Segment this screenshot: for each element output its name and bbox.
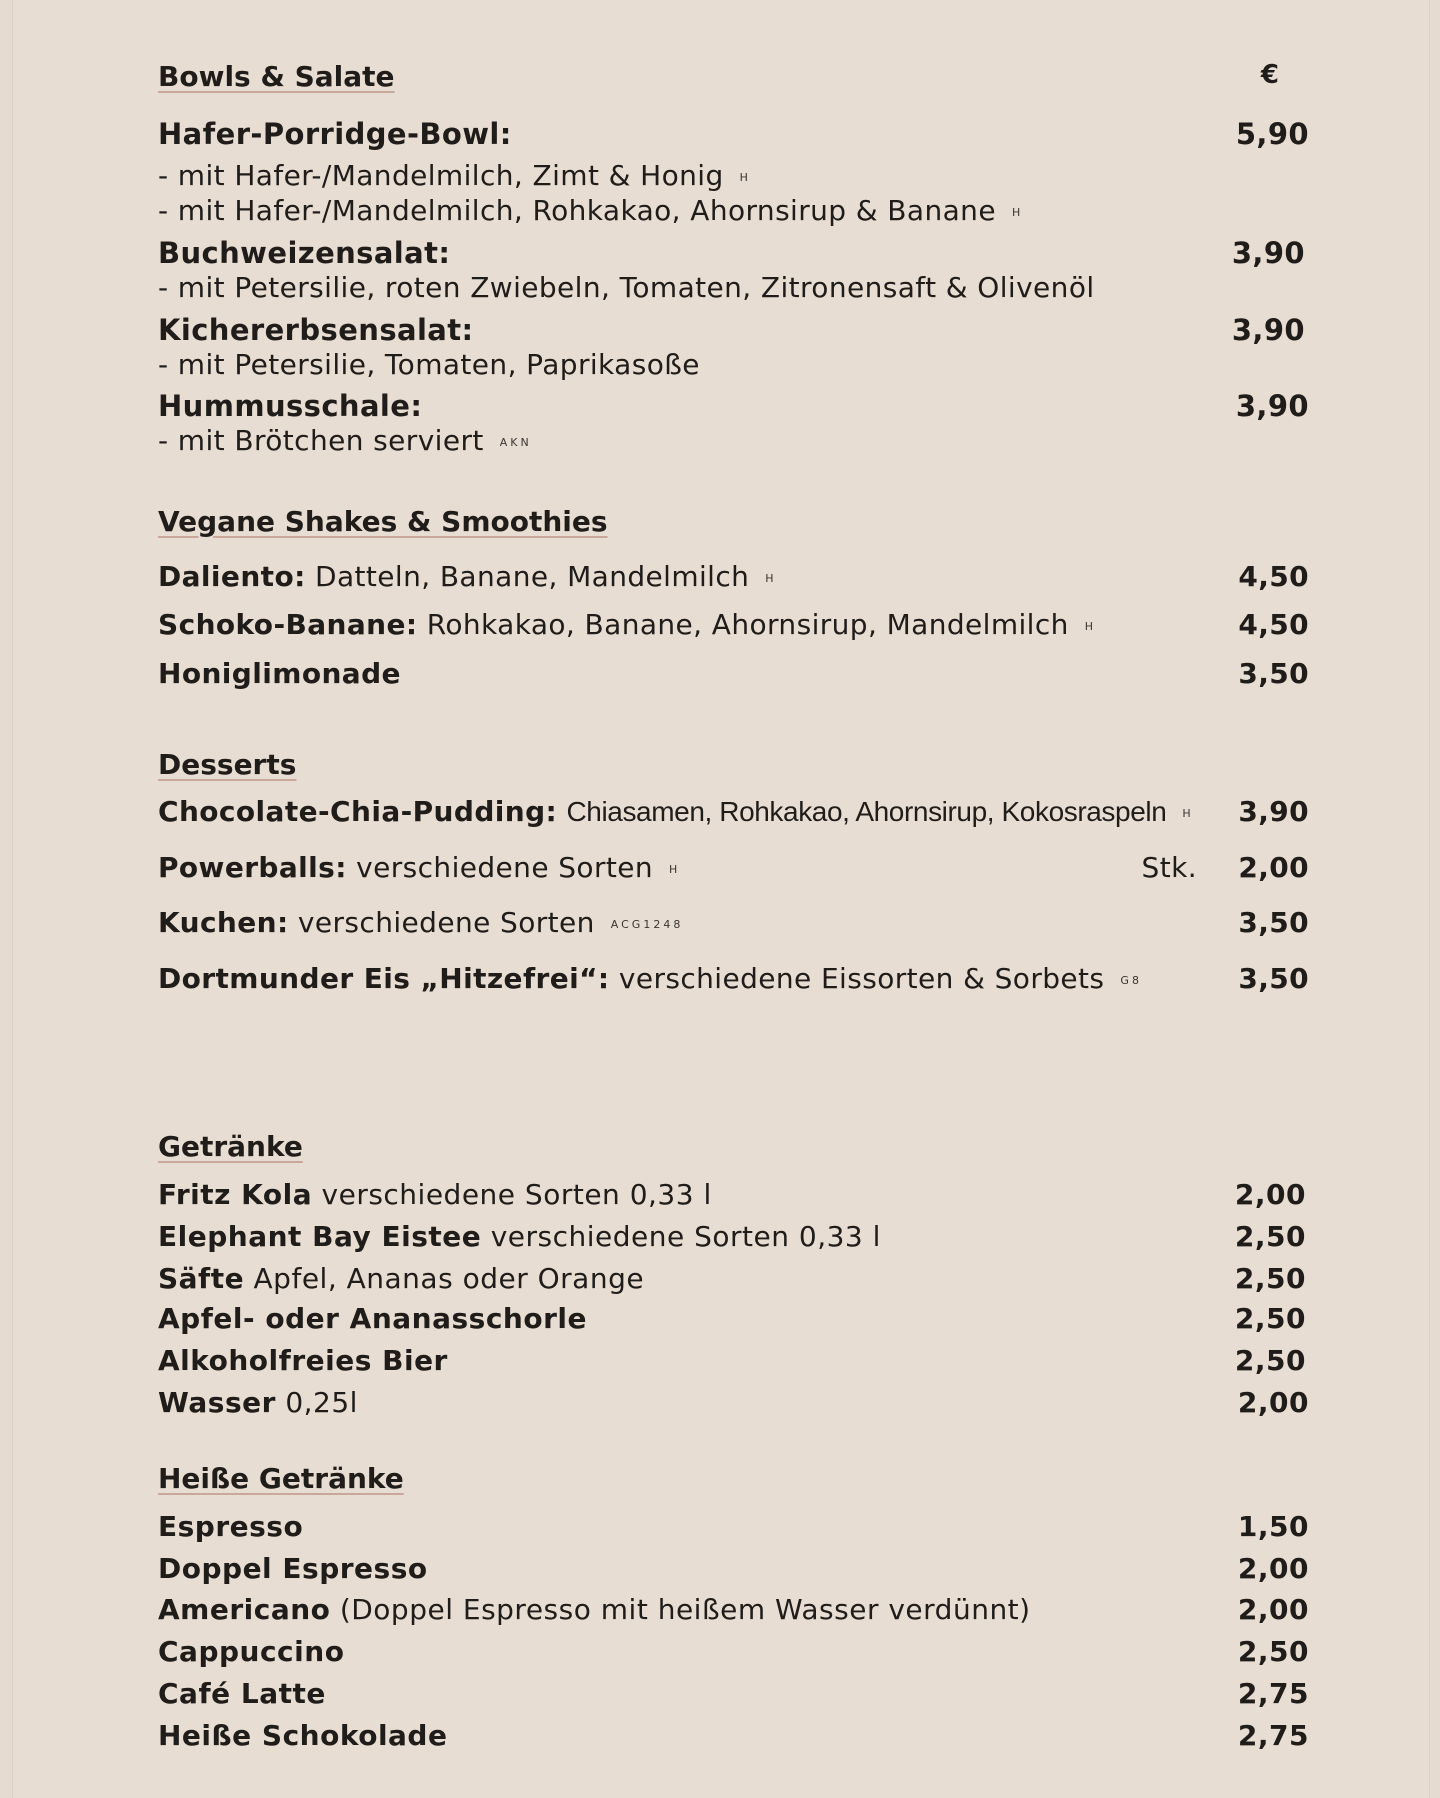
item-name: Buchweizensalat: — [158, 236, 451, 270]
allergen-code: H — [1084, 619, 1097, 633]
drink-name: Wasser — [158, 1386, 276, 1419]
drink-price: 2,00 — [1237, 1593, 1309, 1626]
allergen-code: H — [669, 862, 681, 876]
item-name: Honiglimonade — [158, 657, 401, 690]
menu-item-hummusschale — [158, 389, 1309, 423]
menu-item-kichererbsensalat — [158, 313, 1309, 347]
drink-name: Cappuccino — [158, 1635, 345, 1668]
menu-item-daliento — [158, 560, 1309, 593]
item-price: 3,50 — [1238, 657, 1309, 690]
section-bowls-header — [158, 60, 1309, 93]
item-price: 3,90 — [1231, 313, 1305, 347]
allergen-code: H — [739, 170, 751, 184]
drink-price: 2,75 — [1237, 1677, 1309, 1710]
section-desserts-header — [158, 748, 1309, 781]
drink-price: 2,50 — [1234, 1262, 1306, 1295]
menu-item-kuchen — [158, 906, 1309, 939]
allergen-code: AKN — [499, 435, 532, 449]
section-drinks-header — [158, 1130, 1309, 1163]
hot-drink-row — [158, 1510, 1309, 1543]
allergen-code: ACG1248 — [610, 917, 684, 931]
item-price: 3,90 — [1231, 236, 1305, 270]
allergen-code: H — [1182, 806, 1194, 820]
section-heading-bowls: Bowls & Salate — [158, 60, 395, 93]
item-option-text: - mit Hafer-/Mandelmilch, Zimt & Honig — [158, 159, 724, 192]
hot-drink-row — [158, 1552, 1309, 1585]
item-name: Chocolate-Chia-Pudding: — [158, 795, 558, 828]
drink-name: Apfel- oder Ananasschorle — [158, 1302, 587, 1335]
item-description: - mit Petersilie, roten Zwiebeln, Tomaten, Zitronensaft & Olivenöl — [158, 271, 1095, 304]
item-price: 3,50 — [1238, 906, 1309, 939]
drink-name: Heiße Schokolade — [158, 1719, 448, 1752]
drink-row — [158, 1344, 1309, 1377]
drink-name: Säfte — [158, 1262, 245, 1295]
item-description: verschiedene Sorten — [297, 906, 595, 939]
item-description: verschiedene Sorten — [356, 851, 654, 884]
hot-drink-row — [158, 1635, 1309, 1668]
section-shakes-header — [158, 505, 1309, 538]
hot-drink-row — [158, 1593, 1309, 1626]
item-description-text: - mit Brötchen serviert — [158, 424, 484, 457]
item-price: 3,90 — [1235, 389, 1309, 423]
drink-price: 2,00 — [1237, 1386, 1309, 1419]
drink-row — [158, 1220, 1309, 1253]
item-price: 3,90 — [1238, 795, 1309, 828]
item-price: 4,50 — [1238, 560, 1309, 593]
item-name: Hafer-Porridge-Bowl: — [158, 117, 512, 151]
item-name: Dortmunder Eis „Hitzefrei“: — [158, 962, 610, 995]
drink-price: 1,50 — [1237, 1510, 1309, 1543]
item-name: Daliento: — [158, 560, 306, 593]
item-option-text: - mit Hafer-/Mandelmilch, Rohkakao, Ahornsirup & Banane — [158, 194, 996, 227]
drink-price: 2,75 — [1237, 1719, 1309, 1752]
item-name: Kichererbsensalat: — [158, 313, 474, 347]
item-description: Rohkakao, Banane, Ahornsirup, Mandelmilch — [426, 608, 1069, 641]
menu-item-dortmunder-eis — [158, 962, 1309, 995]
menu-item-schoko-banane — [158, 608, 1309, 641]
item-description: verschiedene Eissorten & Sorbets — [618, 962, 1105, 995]
drink-name: Doppel Espresso — [158, 1552, 428, 1585]
menu-item-honiglimonade — [158, 657, 1309, 690]
drink-price: 2,50 — [1234, 1220, 1306, 1253]
allergen-code: G8 — [1120, 973, 1142, 987]
item-price: 3,50 — [1238, 962, 1309, 995]
menu-page — [12, 0, 1430, 1798]
drink-description: 0,25l — [285, 1386, 358, 1419]
drink-price: 2,50 — [1234, 1302, 1306, 1335]
item-price: 4,50 — [1238, 608, 1309, 641]
item-price: 2,00 — [1238, 851, 1309, 884]
drink-description: Apfel, Ananas oder Orange — [253, 1262, 645, 1295]
drink-price: 2,00 — [1237, 1552, 1309, 1585]
drink-row — [158, 1386, 1309, 1419]
drink-name: Americano — [158, 1593, 331, 1626]
item-option — [158, 159, 1309, 192]
item-name: Powerballs: — [158, 851, 347, 884]
menu-item-porridge — [158, 117, 1309, 151]
menu-item-powerballs — [158, 851, 1309, 884]
menu-item-buchweizensalat — [158, 236, 1309, 270]
drink-description: verschiedene Sorten 0,33 l — [490, 1220, 881, 1253]
item-description — [158, 424, 1309, 457]
drink-row — [158, 1262, 1309, 1295]
item-price: 5,90 — [1235, 117, 1309, 151]
section-heading-desserts: Desserts — [158, 748, 297, 781]
drink-row — [158, 1302, 1309, 1335]
drink-row — [158, 1178, 1309, 1211]
hot-drink-row — [158, 1677, 1309, 1710]
section-heading-shakes: Vegane Shakes & Smoothies — [158, 505, 608, 538]
item-description: - mit Petersilie, Tomaten, Paprikasoße — [158, 348, 700, 381]
hot-drink-row — [158, 1719, 1309, 1752]
drink-name: Café Latte — [158, 1677, 326, 1710]
currency-symbol: € — [1260, 60, 1279, 90]
item-name: Hummusschale: — [158, 389, 423, 423]
drink-description: (Doppel Espresso mit heißem Wasser verdünnt) — [339, 1593, 1031, 1626]
item-description: Datteln, Banane, Mandelmilch — [315, 560, 750, 593]
allergen-code: H — [765, 571, 777, 585]
drink-price: 2,50 — [1237, 1635, 1309, 1668]
item-description: Chiasamen, Rohkakao, Ahornsirup, Kokosraspeln — [566, 796, 1167, 827]
section-heading-hot-drinks: Heiße Getränke — [158, 1462, 404, 1495]
drink-name: Fritz Kola — [158, 1178, 313, 1211]
item-name: Kuchen: — [158, 906, 289, 939]
drink-price: 2,50 — [1234, 1344, 1306, 1377]
item-option — [158, 194, 1309, 227]
item-unit: Stk. — [1141, 851, 1197, 884]
section-heading-drinks: Getränke — [158, 1130, 303, 1163]
allergen-code: H — [1011, 205, 1024, 219]
menu-item-chia-pudding — [158, 795, 1309, 828]
item-name: Schoko-Banane: — [158, 608, 418, 641]
drink-description: verschiedene Sorten 0,33 l — [321, 1178, 712, 1211]
section-hot-drinks-header — [158, 1462, 1309, 1495]
drink-name: Espresso — [158, 1510, 304, 1543]
drink-name: Elephant Bay Eistee — [158, 1220, 482, 1253]
drink-name: Alkoholfreies Bier — [158, 1344, 448, 1377]
drink-price: 2,00 — [1234, 1178, 1306, 1211]
